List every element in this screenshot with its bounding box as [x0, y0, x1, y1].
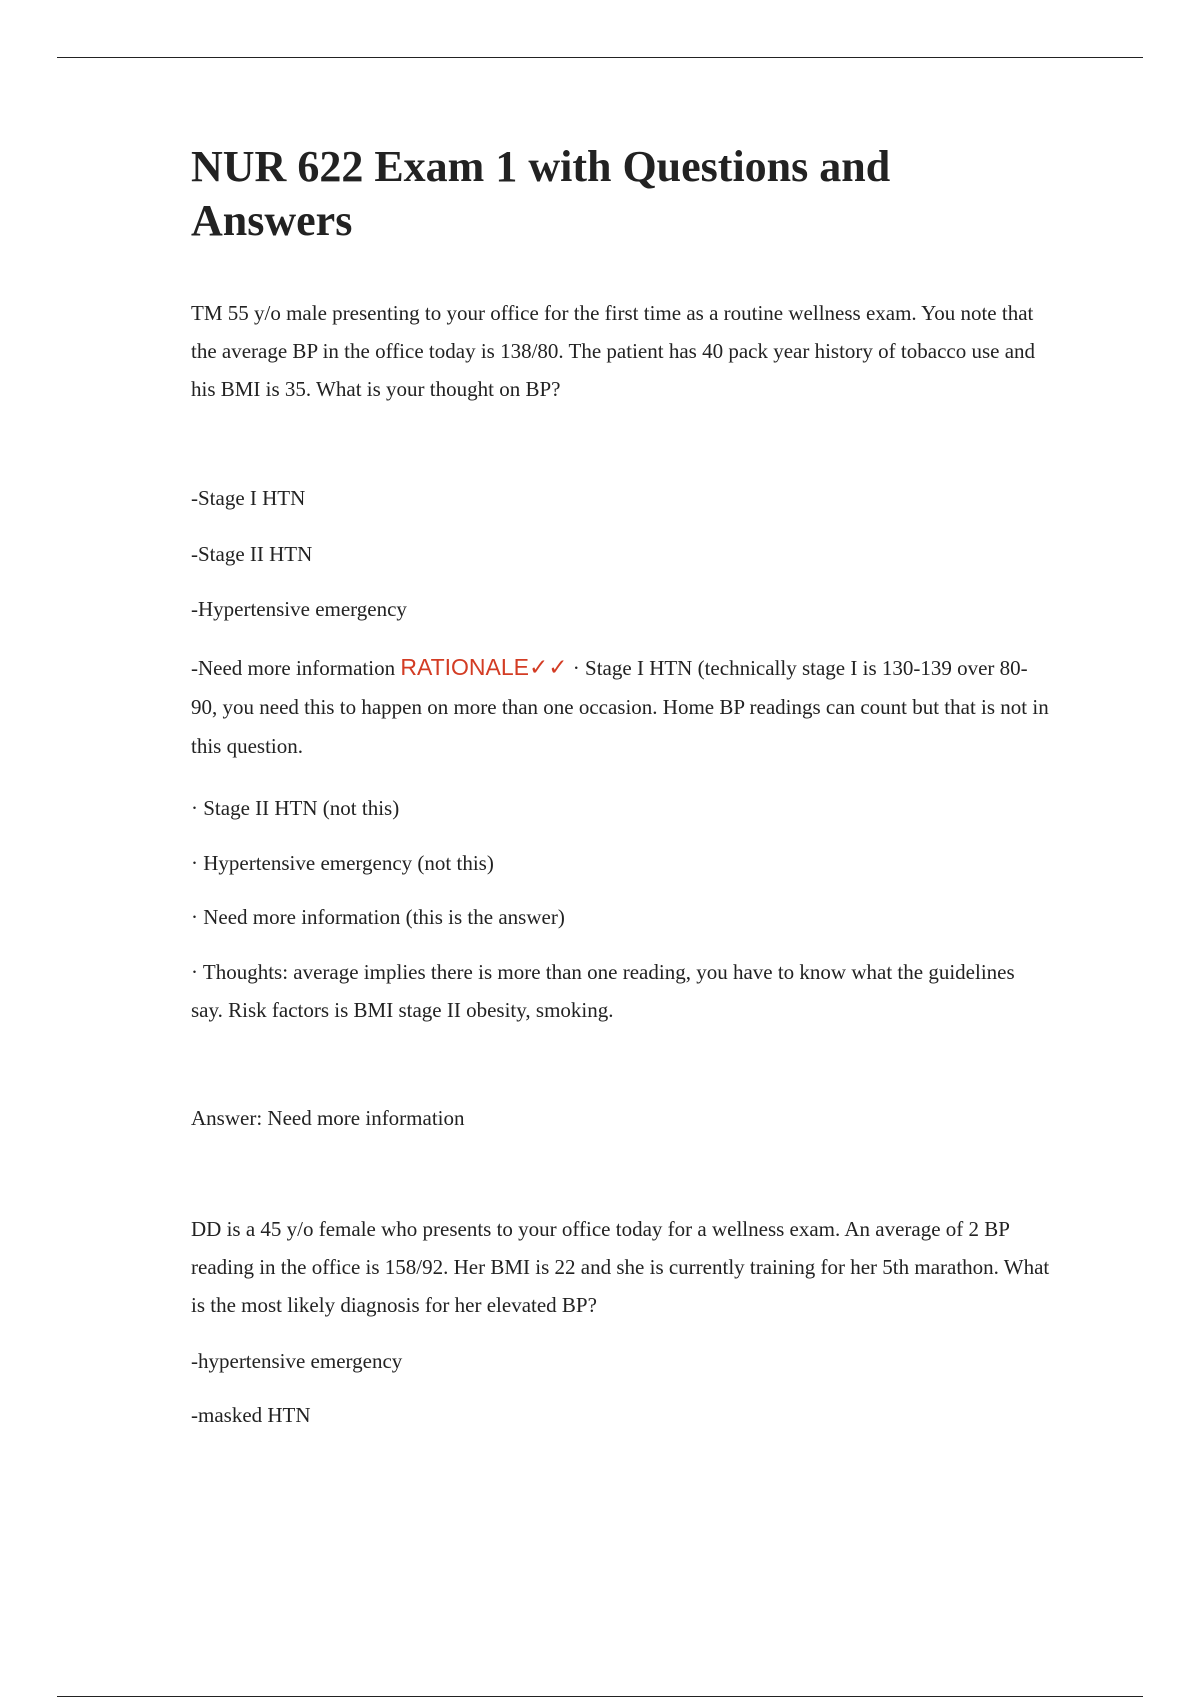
document-title: NUR 622 Exam 1 with Questions and Answers — [191, 142, 891, 245]
rationale-label: RATIONALE✓✓ — [400, 654, 568, 680]
question-2-option-2: -masked HTN — [191, 1403, 311, 1427]
question-2-stem: DD is a 45 y/o female who presents to your office today for a wellness exam. An average of 2 BP reading in the office is 158/92. Her BMI is 22 and she is currently training for her 5th marathon. What is the most likely diagnosis for her elevated BP? — [191, 1217, 1050, 1317]
bottom-rule — [57, 1696, 1143, 1697]
question-1-option-4-with-rationale — [191, 648, 1051, 766]
rationale-bullet-2: · Hypertensive emergency (not this) — [191, 851, 494, 875]
rationale-text: · Stage I HTN (technically stage I is 130-139 over 80-90, you need this to happen on more than one occasion. Home BP readings can count but that is not in this question. — [191, 656, 1049, 758]
question-1-option-1: -Stage I HTN — [191, 486, 306, 510]
question-1-option-3: -Hypertensive emergency — [191, 597, 407, 621]
rationale-bullet-1: · Stage II HTN (not this) — [191, 796, 400, 820]
question-1-answer: Answer: Need more information — [191, 1106, 465, 1130]
question-1-option-2: -Stage II HTN — [191, 542, 313, 566]
question-1-stem: TM 55 y/o male presenting to your office for the first time as a routine wellness exam. You note that the average BP in the office today is 138/80. The patient has 40 pack year history of tobacco use and his BMI is 35. What is your thought on BP? — [191, 301, 1036, 401]
rationale-bullet-4: · Thoughts: average implies there is more than one reading, you have to know what the guidelines say. Risk factors is BMI stage II obesity, smoking. — [191, 960, 1015, 1022]
rationale-bullet-3: · Need more information (this is the answer) — [191, 905, 565, 929]
question-1-option-4: -Need more information — [191, 656, 401, 680]
question-2-option-1: -hypertensive emergency — [191, 1349, 403, 1373]
top-rule — [57, 57, 1143, 58]
